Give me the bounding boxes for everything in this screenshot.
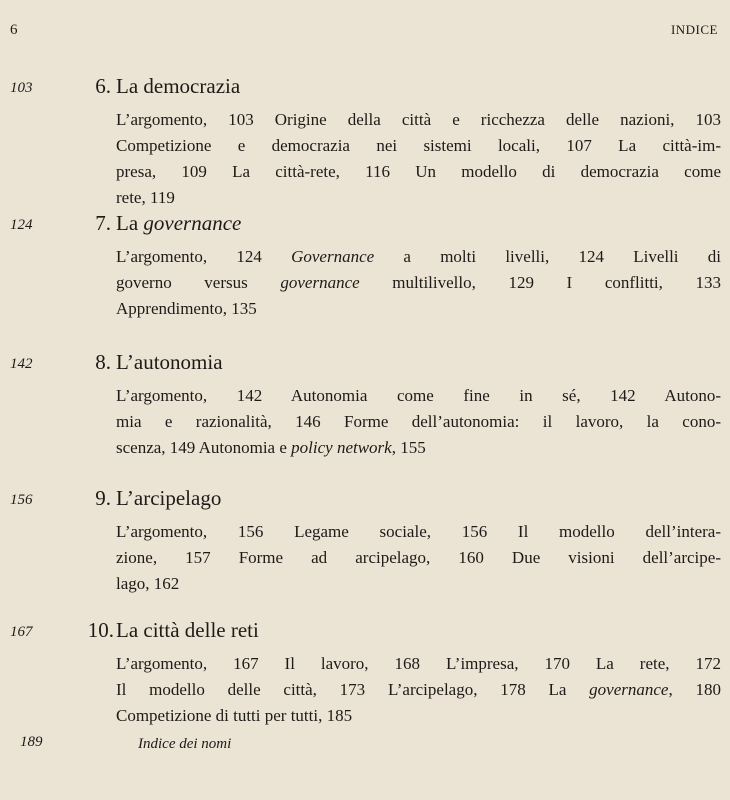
chapter-number: 9.	[95, 486, 111, 510]
chapter-summary	[116, 519, 721, 597]
summary-text: L’argomento, 124	[116, 247, 292, 266]
summary-line	[116, 244, 721, 270]
summary-text: governo versus	[116, 273, 281, 292]
chapter-summary	[116, 383, 721, 461]
table-of-contents	[0, 62, 730, 736]
summary-text: , 180	[668, 680, 721, 699]
summary-line: Competizione di tutti per tutti, 185	[116, 706, 353, 725]
summary-text: multilivello, 129 I conflitti, 133	[359, 273, 721, 292]
chapter-entry-6	[0, 62, 730, 207]
summary-line: Apprendimento, 135	[116, 299, 257, 318]
name-index-page-number: 189	[20, 734, 43, 750]
summary-italic: governance	[280, 273, 360, 292]
summary-line: mia e razionalità, 146 Forme dell’autonomia: il lavoro, la cono-	[116, 412, 721, 431]
summary-italic: governance	[589, 680, 669, 699]
chapter-page-number: 142	[10, 356, 33, 372]
chapter-number: 10.	[87, 618, 114, 642]
chapter-entry-10	[0, 606, 730, 736]
chapter-number: 8.	[95, 350, 111, 374]
summary-line: lago, 162	[116, 574, 180, 593]
chapter-summary	[116, 244, 721, 322]
chapter-title: La città delle reti	[116, 618, 259, 642]
summary-line: rete, 119	[116, 188, 175, 207]
chapter-title: La democrazia	[116, 74, 241, 98]
chapter-page-number: 124	[10, 217, 33, 233]
chapter-page-number: 156	[10, 492, 33, 508]
summary-line	[116, 270, 721, 296]
summary-text: scenza, 149 Autonomia e	[116, 438, 292, 457]
summary-text: a molti livelli, 124 Livelli di	[374, 247, 721, 266]
summary-text: , 155	[391, 438, 426, 457]
chapter-title: L’autonomia	[116, 350, 223, 374]
summary-italic: Governance	[291, 247, 375, 266]
chapter-summary	[116, 651, 721, 729]
summary-line: zione, 157 Forme ad arcipelago, 160 Due visioni dell’arcipe-	[116, 548, 721, 567]
chapter-entry-7	[0, 199, 730, 338]
chapter-title: L’arcipelago	[116, 486, 222, 510]
chapter-number: 7.	[95, 211, 111, 235]
summary-line: L’argomento, 142 Autonomia come fine in sé, 142 Autono-	[116, 386, 721, 405]
chapter-page-number: 103	[10, 80, 33, 96]
chapter-entry-8	[0, 338, 730, 474]
chapter-entry-9	[0, 474, 730, 606]
summary-line	[116, 677, 721, 703]
summary-line: L’argomento, 103 Origine della città e ricchezza delle nazioni, 103	[116, 110, 721, 129]
summary-italic: policy network	[291, 438, 392, 457]
chapter-page-number: 167	[10, 624, 33, 640]
summary-line	[116, 435, 721, 461]
summary-line: Competizione e democrazia nei sistemi locali, 107 La città-im-	[116, 136, 721, 155]
summary-line: presa, 109 La città-rete, 116 Un modello di democrazia come	[116, 162, 721, 181]
running-head: INDICE	[670, 22, 718, 37]
summary-text: Il modello delle città, 173 L’arcipelago, 178 La	[116, 680, 590, 699]
summary-line: L’argomento, 167 Il lavoro, 168 L’impresa, 170 La rete, 172	[116, 654, 721, 673]
chapter-title	[116, 211, 241, 236]
title-text: La	[116, 211, 144, 235]
chapter-number: 6.	[95, 74, 111, 98]
summary-line: L’argomento, 156 Legame sociale, 156 Il modello dell’intera-	[116, 522, 721, 541]
page-number: 6	[10, 22, 18, 38]
chapter-summary	[116, 107, 721, 211]
name-index-title: Indice dei nomi	[138, 736, 232, 752]
title-italic: governance	[143, 211, 242, 235]
